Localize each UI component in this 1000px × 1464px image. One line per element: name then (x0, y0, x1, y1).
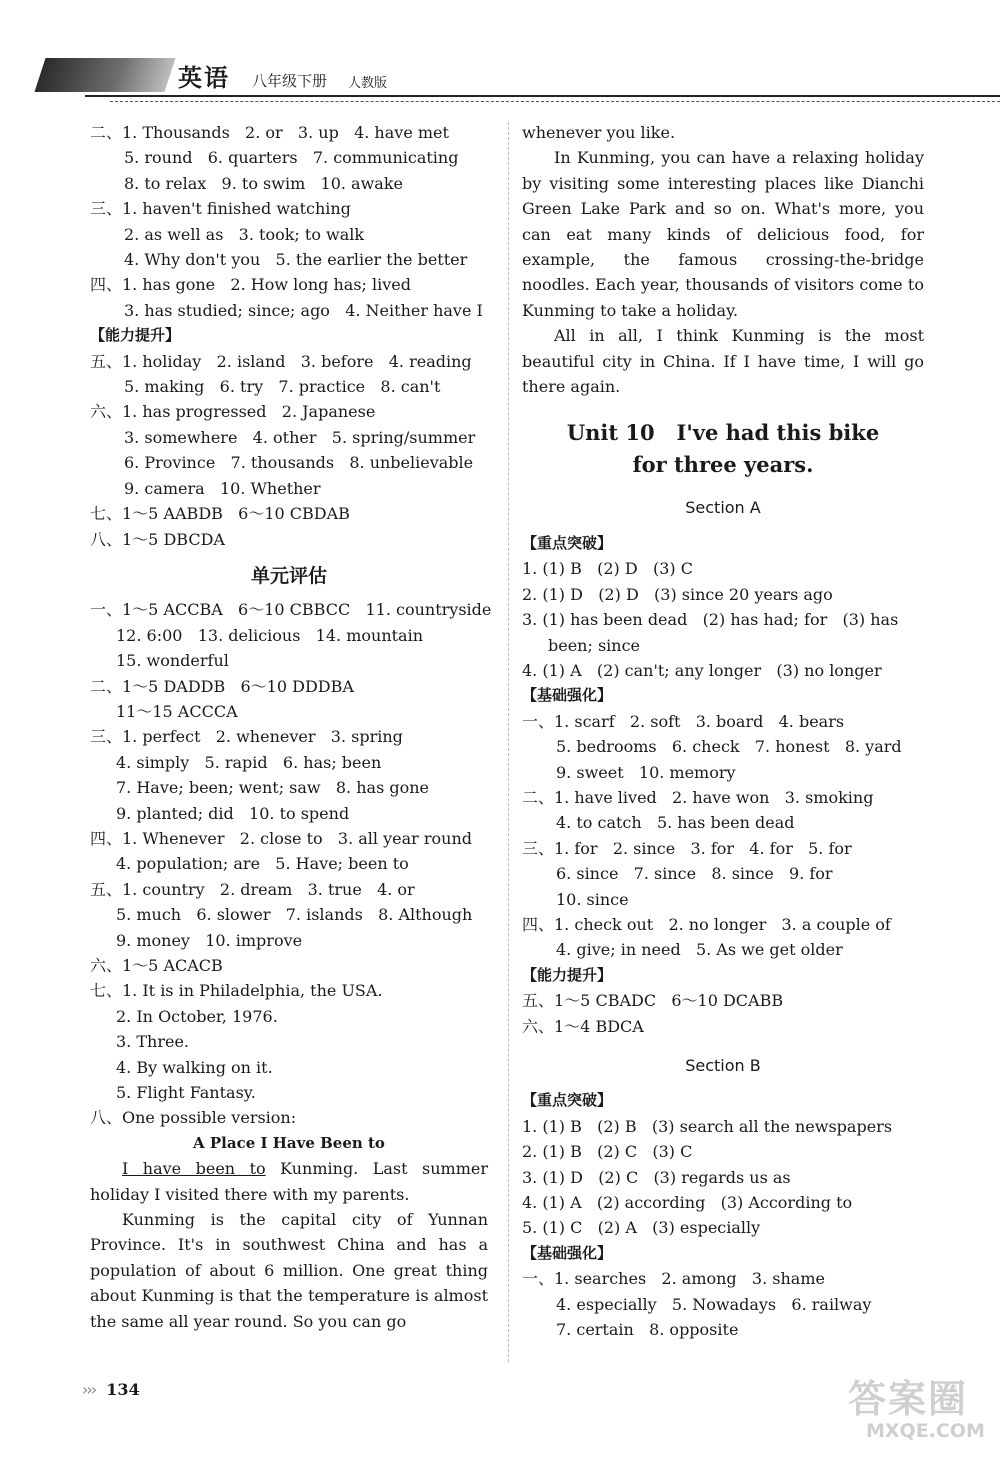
underlined-phrase: I have been to (122, 1159, 266, 1179)
essay-paragraph (90, 1156, 488, 1207)
answer-line: 五、1. holiday 2. island 3. before 4. reading (90, 351, 472, 371)
answer-line: 5. (1) C (2) A (3) especially (522, 1218, 761, 1238)
section-tag: 【重点突破】 (522, 1091, 613, 1110)
answer-line: 4. to catch 5. has been dead (556, 813, 795, 833)
answer-line: 4. population; are 5. Have; been to (116, 854, 409, 874)
answer-line: 12. 6:00 13. delicious 14. mountain (116, 625, 424, 645)
answer-line: 2. as well as 3. took; to walk (124, 224, 365, 244)
answer-line: 15. wonderful (116, 651, 229, 671)
answer-line: 七、1. It is in Philadelphia, the USA. (90, 981, 383, 1001)
header-dashed-rule (110, 101, 1000, 102)
answer-line: 二、1. Thousands 2. or 3. up 4. have met (90, 123, 449, 142)
answer-line: 10. since (556, 889, 629, 909)
answer-line: 4. By walking on it. (116, 1057, 273, 1077)
answer-line: 7. Have; been; went; saw 8. has gone (116, 778, 430, 798)
answer-line: 2. (1) D (2) D (3) since 20 years ago (522, 584, 833, 604)
answer-line: 9. sweet 10. memory (556, 762, 736, 782)
answer-line: 5. round 6. quarters 7. communicating (124, 148, 459, 168)
answer-line: 五、1. country 2. dream 3. true 4. or (90, 879, 415, 899)
answer-line: 五、1～5 CBADC 6～10 DCABB (522, 991, 784, 1011)
page-footer (82, 1380, 140, 1399)
answer-line: 6. Province 7. thousands 8. unbelievable (124, 453, 474, 473)
answer-line: 四、1. has gone 2. How long has; lived (90, 275, 412, 295)
answer-line: 三、1. perfect 2. whenever 3. spring (90, 727, 403, 747)
answer-line: 6. since 7. since 8. since 9. for (556, 864, 833, 884)
answer-line: 5. bedrooms 6. check 7. honest 8. yard (556, 737, 902, 757)
subject-title: 英语 (178, 63, 230, 92)
answer-line: 六、1. has progressed 2. Japanese (90, 402, 376, 422)
column-divider (508, 122, 509, 1362)
section-tag: 【能力提升】 (90, 326, 181, 345)
answer-line: 2. (1) B (2) C (3) C (522, 1142, 693, 1162)
answer-line: 9. planted; did 10. to spend (116, 803, 350, 823)
answer-line: been; since (548, 635, 641, 655)
unit-title (522, 417, 924, 481)
answer-line: 1. (1) B (2) D (3) C (522, 559, 693, 579)
book-logo-graphic (34, 58, 175, 92)
answer-line: 一、1. scarf 2. soft 3. board 4. bears (522, 711, 845, 731)
section-tag: 【基础强化】 (522, 686, 613, 705)
answer-line: 一、1. searches 2. among 3. shame (522, 1269, 825, 1289)
arrows-icon: ››› (82, 1380, 96, 1399)
answer-line: 3. has studied; since; ago 4. Neither have I (124, 300, 483, 320)
watermark-logo: 答案圈 (848, 1377, 969, 1421)
answer-line: 六、1～4 BDCA (522, 1016, 644, 1036)
answer-line: 4. simply 5. rapid 6. has; been (116, 752, 382, 772)
answer-line: 3. Three. (116, 1032, 189, 1052)
edition-label: 人教版 (348, 76, 388, 91)
answer-line: 4. (1) A (2) according (3) According to (522, 1193, 853, 1213)
answer-line: 4. (1) A (2) can't; any longer (3) no longer (522, 660, 882, 680)
watermark-url: MXQE.COM (866, 1420, 985, 1442)
answer-line: 1. (1) B (2) B (3) search all the newspapers (522, 1116, 893, 1136)
unit-title-line: Unit 10 I've had this bike (566, 420, 880, 446)
section-b-heading: Section B (685, 1056, 761, 1075)
section-tag: 【基础强化】 (522, 1243, 613, 1262)
answer-line: 七、1～5 AABDB 6～10 CBDAB (90, 504, 350, 524)
essay-paragraph: All in all, I think Kunming is the most beautiful city in China. If I have time, I will go there again. (522, 326, 924, 397)
answer-line: 5. making 6. try 7. practice 8. can't (124, 377, 441, 397)
answer-line: 2. In October, 1976. (116, 1006, 278, 1026)
answer-line: 3. (1) D (2) C (3) regards us as (522, 1167, 791, 1187)
answer-line: 一、1～5 ACCBA 6～10 CBBCC 11. countryside (90, 600, 492, 620)
essay-paragraph: whenever you like. (522, 123, 676, 142)
grade-label: 八年级下册 (252, 72, 328, 90)
answer-line: 六、1～5 ACACB (90, 956, 223, 975)
answer-line: 八、1～5 DBCDA (90, 529, 225, 549)
left-column (90, 120, 492, 1334)
answer-line: 5. much 6. slower 7. islands 8. Although (116, 905, 473, 925)
answer-line: 9. camera 10. Whether (124, 478, 321, 498)
unit-title-line: for three years. (632, 452, 814, 478)
answer-line: 三、1. for 2. since 3. for 4. for 5. for (522, 838, 852, 858)
answer-line: 二、1. have lived 2. have won 3. smoking (522, 787, 874, 807)
essay-text: Kunming. Last summer holiday I visited there with my parents. (90, 1159, 488, 1204)
section-tag: 【重点突破】 (522, 533, 613, 552)
answer-line: 八、One possible version: (90, 1108, 297, 1128)
answer-line: 8. to relax 9. to swim 10. awake (124, 173, 403, 193)
answer-line: 4. give; in need 5. As we get older (556, 940, 843, 960)
page-header (0, 0, 1000, 110)
answer-line: 4. especially 5. Nowadays 6. railway (556, 1294, 872, 1314)
right-column (522, 120, 924, 1342)
answer-line: 三、1. haven't finished watching (90, 199, 351, 219)
answer-line: 11～15 ACCCA (116, 701, 238, 721)
answer-line: 二、1～5 DADDB 6～10 DDDBA (90, 676, 354, 696)
answer-line: 9. money 10. improve (116, 930, 303, 950)
answer-line: 3. (1) has been dead (2) has had; for (3) has (522, 610, 899, 630)
section-tag: 【能力提升】 (522, 965, 613, 984)
answer-line: 四、1. Whenever 2. close to 3. all year round (90, 828, 473, 848)
essay-title: A Place I Have Been to (193, 1133, 385, 1152)
answer-line: 四、1. check out 2. no longer 3. a couple of (522, 914, 891, 934)
answer-line: 4. Why don't you 5. the earlier the better (124, 250, 468, 270)
section-a-heading: Section A (685, 498, 761, 518)
answer-line: 7. certain 8. opposite (556, 1320, 739, 1340)
page-number: 134 (106, 1380, 140, 1399)
essay-paragraph: In Kunming, you can have a relaxing holiday by visiting some interesting places like Dianchi Green Lake Park and so on. What's more, you can eat many kinds of delicious food, for example, the famous crossing-the-bridge noodles. Each year, thousands of visitors come to Kunming to take a holiday. (522, 148, 924, 320)
unit-evaluation-heading: 单元评估 (250, 564, 327, 587)
answer-line: 3. somewhere 4. other 5. spring/summer (124, 427, 476, 447)
header-rule (85, 95, 1000, 97)
answer-line: 5. Flight Fantasy. (116, 1083, 256, 1103)
essay-paragraph: Kunming is the capital city of Yunnan Province. It's in southwest China and has a population of about 6 million. One great thing about Kunming is that the temperature is almost the same all year round. So you can go (90, 1210, 488, 1331)
